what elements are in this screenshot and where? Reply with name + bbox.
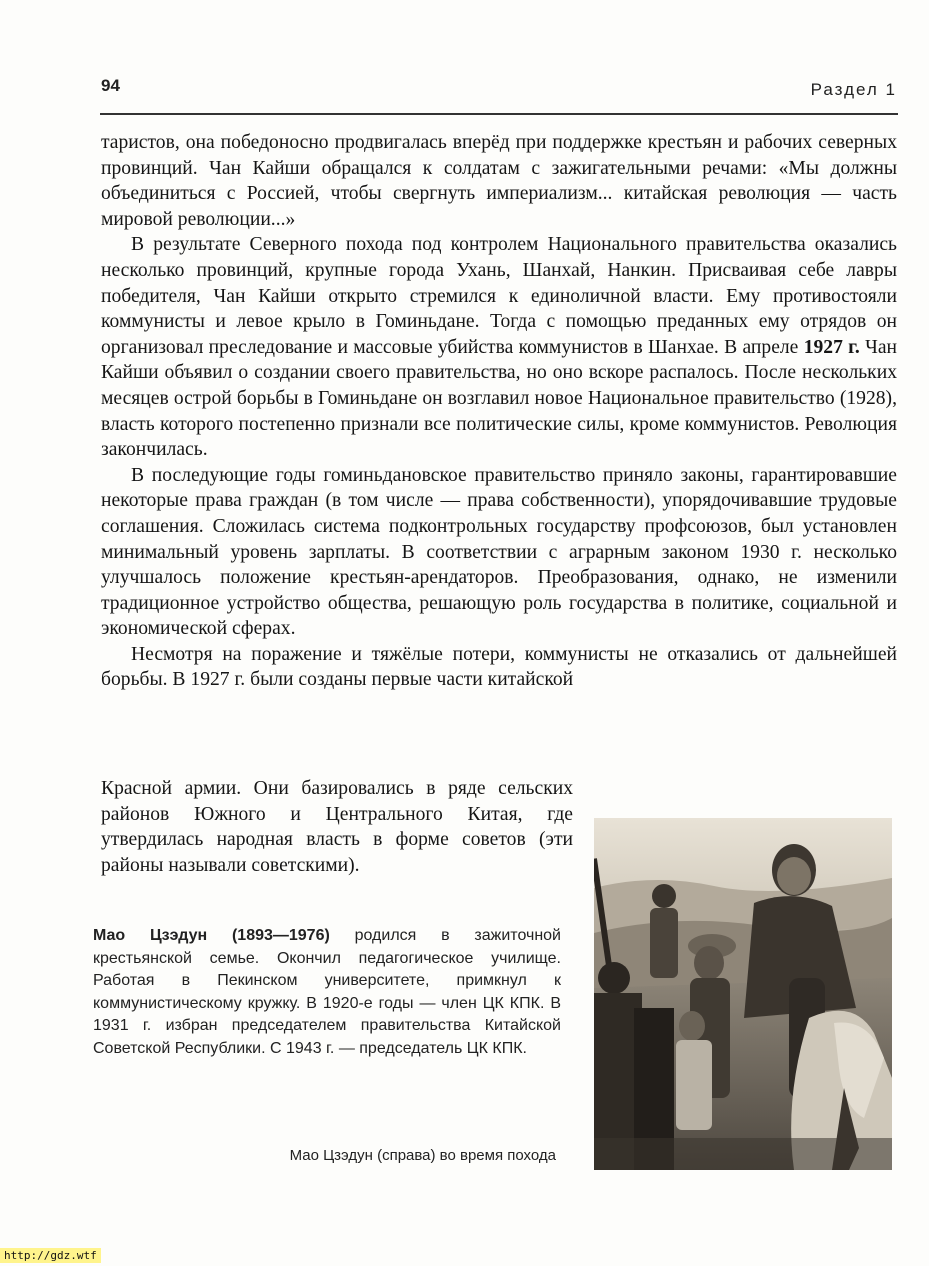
paragraph-2: [101, 232, 897, 462]
section-label: Раздел 1: [810, 80, 897, 99]
year-highlight: 1927 г.: [803, 336, 860, 358]
paragraph-4: Несмотря на поражение и тяжёлые потери, коммунисты не отказались от дальнейшей борьбы. В 1927 г. были созданы первые части китайской: [101, 643, 897, 691]
photo-caption: Мао Цзэдун (справа) во время похода: [289, 1147, 556, 1164]
paragraph-1: таристов, она победоносно продвигалась вперёд при поддержке крестьян и рабочих северных провинций. Чан Кайши обращался к солдатам с зажигательными речами: «Мы должны объединиться с Россией, чтобы свергнуть империализм... китайская революция — часть мировой революции...»: [101, 132, 897, 230]
paragraph-3: В последующие годы гоминьдановское правительство приняло законы, гарантировавшие некоторые права граждан (в том числе — права собственности), упорядочивавшие трудовые соглашения. Сложилась система подконтрольных государству профсоюзов, был установлен минимальный уровень зарплаты. В соответствии с аграрным законом 1930 г. несколько улучшалось положение крестьян-арендаторов. Преобразования, однако, не изменили традиционное устройство общества, решающую роль государства в политике, социальной и экономической сферах.: [101, 464, 897, 640]
paragraph-2-part-1: В результате Северного похода под контролем Национального правительства оказались несколько провинций, крупные города Ухань, Шанхай, Нанкин. Присваивая себе лавры победителя, Чан Кайши открыто стремился к единоличной власти. Ему противостояли коммунисты и левое крыло в Гоминьдане. Тогда с помощью преданных ему отрядов он организовал преследование и массовые убийства коммунистов в Шанхае. В апреле: [101, 234, 897, 358]
watermark-link[interactable]: http://gdz.wtf: [0, 1248, 101, 1263]
header-divider: [100, 113, 898, 115]
paragraph-2-part-2: Чан Кайши объявил о создании своего правительства, но оно вскоре распалось. После нескольких месяцев острой борьбы в Гоминьдане он возглавил новое Национальное правительство (1928), власть которого постепенно признали все политические силы, кроме коммунистов. Революция закончилась.: [101, 336, 898, 461]
biography-text: родился в зажиточной крестьянской семье. Окончил педагогическое училище. Работая в Пекинском университете, примкнул к коммунистическому кружку. В 1920-е годы — член ЦК КПК. В 1931 г. избран председателем правительства Китайской Советской Республики. С 1943 г. — председатель ЦК КПК.: [93, 927, 561, 1057]
biography-name: Мао Цзэдун (1893—1976): [93, 927, 330, 944]
historical-photo: [594, 818, 892, 1170]
paragraph-4-continued: Красной армии. Они базировались в ряде сельских районов Южного и Центрального Китая, где утвердилась народная власть в форме советов (эти районы называли советскими).: [101, 778, 573, 876]
page-number: 94: [101, 76, 120, 95]
main-text: [101, 130, 897, 693]
biography-note: [93, 925, 561, 1060]
